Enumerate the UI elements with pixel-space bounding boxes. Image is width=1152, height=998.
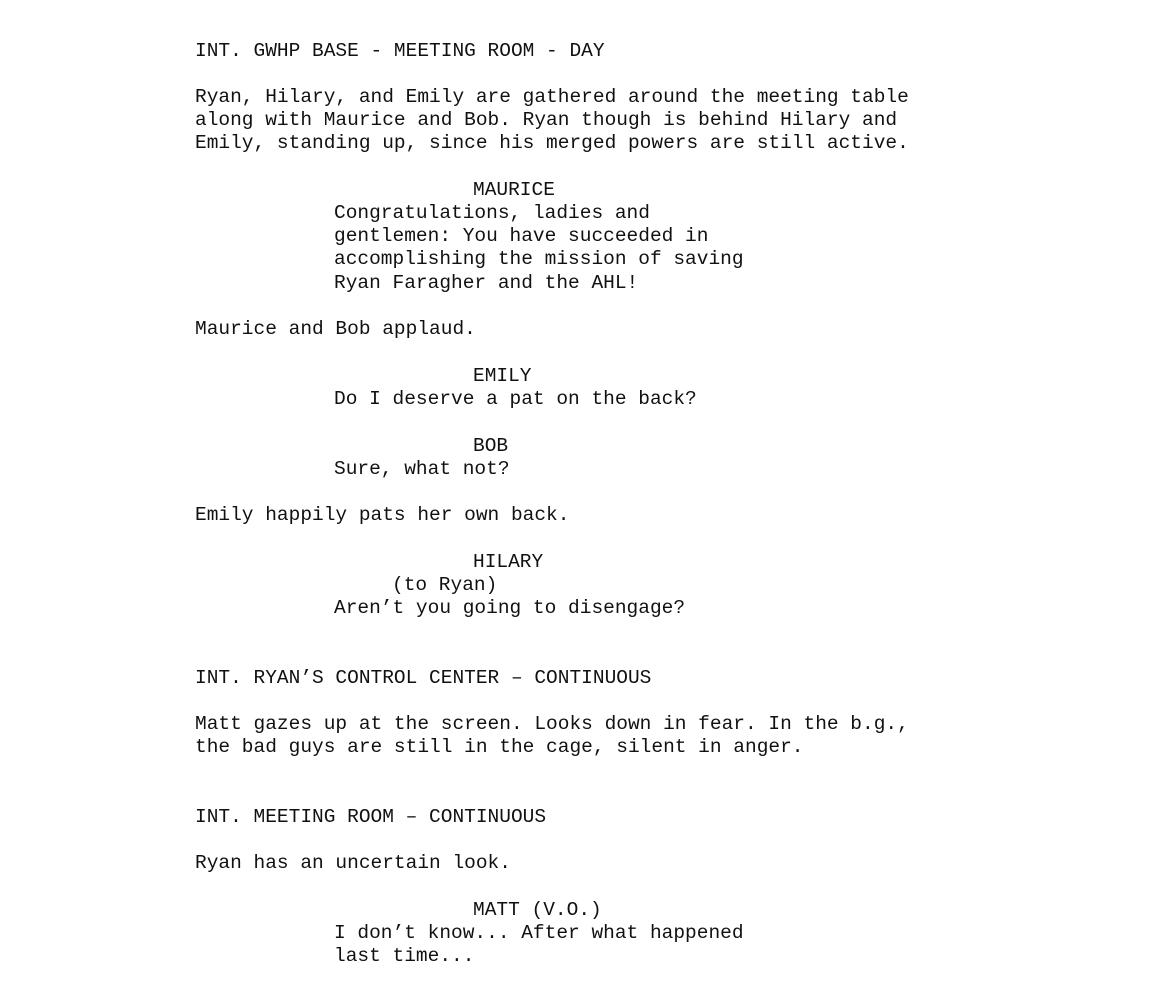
dialogue-line: Ryan Faragher and the AHL! — [334, 272, 639, 294]
character-cue: MAURICE — [473, 179, 555, 201]
character-cue: BOB — [473, 435, 509, 457]
parenthetical: (to Ryan) — [392, 574, 498, 596]
action-line: along with Maurice and Bob. Ryan though is behind Hilary and — [195, 109, 898, 131]
action-line: Emily, standing up, since his merged powers are still active. — [195, 132, 909, 154]
dialogue-line: last time... — [334, 945, 475, 967]
action-line: Emily happily pats her own back. — [195, 504, 570, 526]
dialogue-line: Do I deserve a pat on the back? — [334, 388, 697, 410]
scene-heading: INT. MEETING ROOM – CONTINUOUS — [195, 806, 547, 828]
scene-heading: INT. GWHP BASE - MEETING ROOM - DAY — [195, 40, 605, 62]
character-cue: HILARY — [473, 551, 544, 573]
action-line: Ryan, Hilary, and Emily are gathered around the meeting table — [195, 86, 909, 108]
dialogue-line: Congratulations, ladies and — [334, 202, 650, 224]
dialogue-line: Aren’t you going to disengage? — [334, 597, 686, 619]
dialogue-line: Sure, what not? — [334, 458, 510, 480]
action-line: Matt gazes up at the screen. Looks down in fear. In the b.g., — [195, 713, 909, 735]
action-line: the bad guys are still in the cage, silent in anger. — [195, 736, 804, 758]
action-line: Maurice and Bob applaud. — [195, 318, 476, 340]
character-cue: MATT (V.O.) — [473, 899, 602, 921]
scene-heading: INT. RYAN’S CONTROL CENTER – CONTINUOUS — [195, 667, 652, 689]
character-cue: EMILY — [473, 365, 532, 387]
action-line: Ryan has an uncertain look. — [195, 852, 511, 874]
dialogue-line: accomplishing the mission of saving — [334, 248, 744, 270]
dialogue-line: I don’t know... After what happened — [334, 922, 744, 944]
dialogue-line: gentlemen: You have succeeded in — [334, 225, 709, 247]
